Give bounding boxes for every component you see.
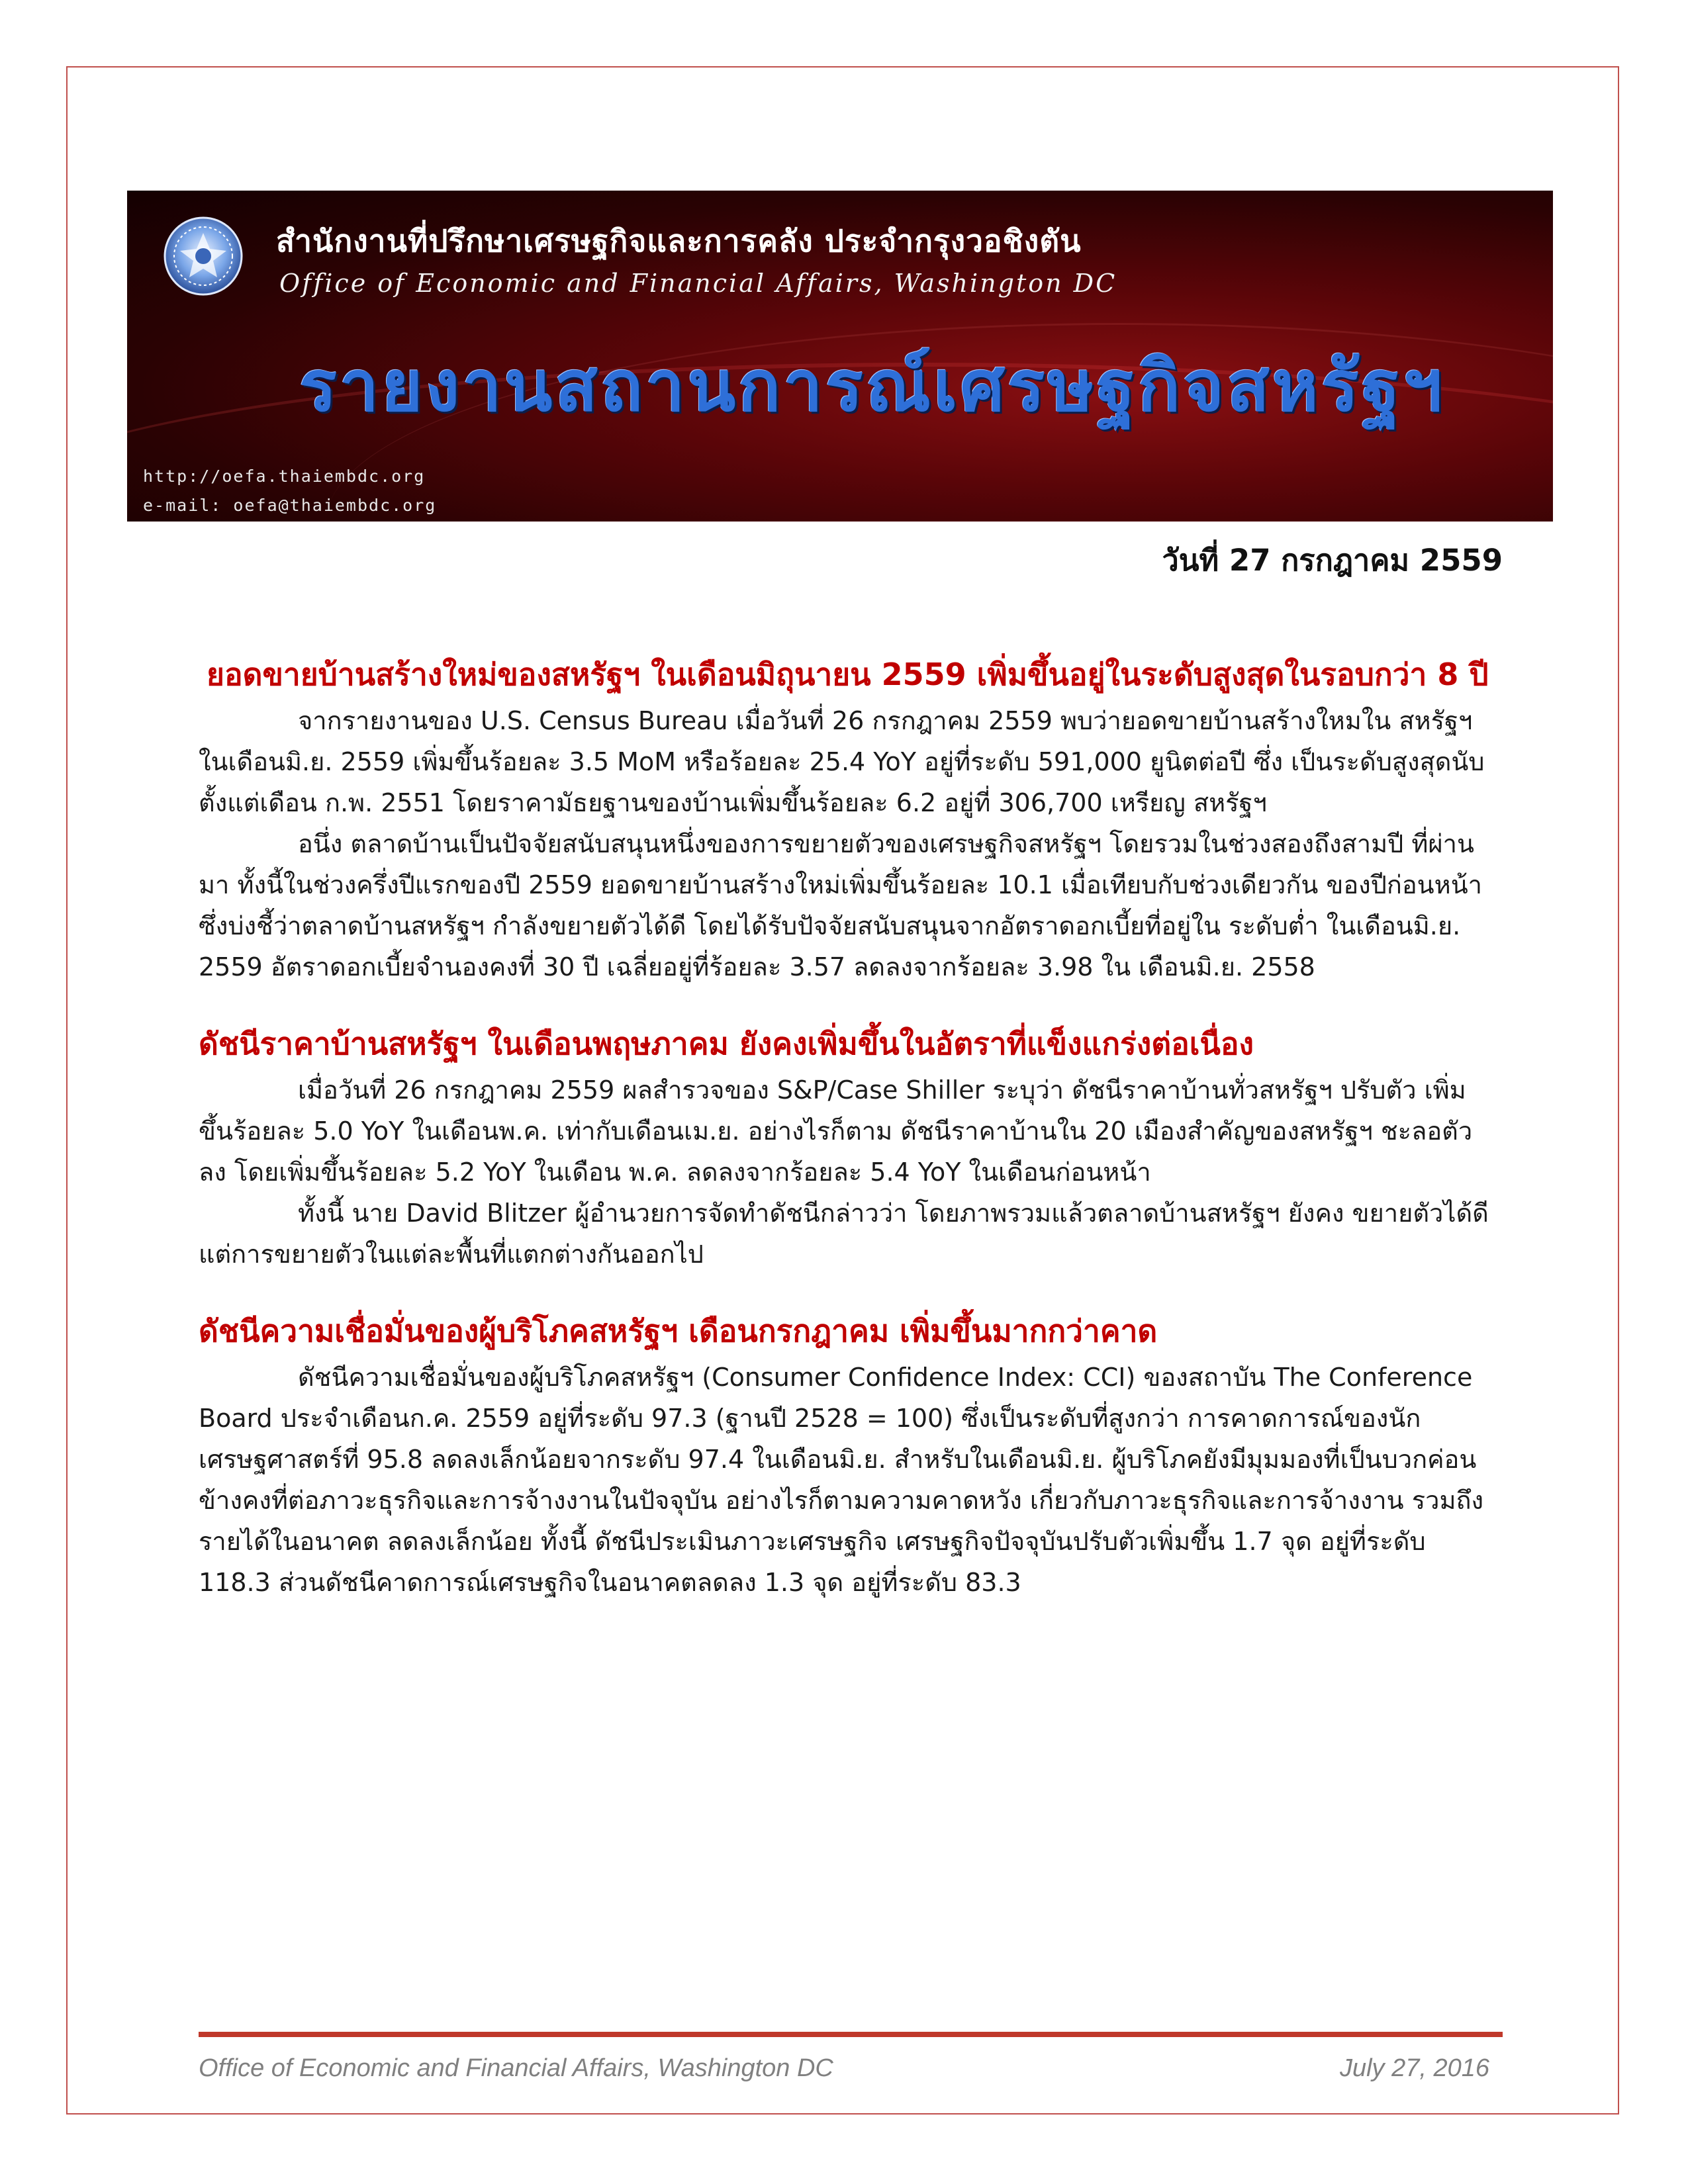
report-title: รายงานสถานการณ์เศรษฐกิจสหรัฐฯ [299,345,1445,427]
paragraph: ดัชนีความเชื่อมั่นของผู้บริโภคสหรัฐฯ (Consumer Confidence Index: CCI) ของสถาบัน The Conference Board ประจำเดือนก.ค. 2559 อยู่ที่ระดับ 97.3 (ฐานปี 2528 = 100) ซึ่งเป็นระดับที่สูงกว่า การคาดการณ์ของนักเศรษฐศาสตร์ที่ 95.8 ลดลงเล็กน้อยจากระดับ 97.4 ในเดือนมิ.ย. สำหรับในเดือนมิ.ย. ผู้บริโภคยังมีมุมมองที่เป็นบวกค่อนข้างคงที่ต่อภาวะธุรกิจและการจ้างงานในปัจจุบัน อย่างไรก็ตามความคาดหวัง เกี่ยวกับภาวะธุรกิจและการจ้างงาน รวมถึงรายได้ในอนาคต ลดลงเล็กน้อย ทั้งนี้ ดัชนีประเมินภาวะเศรษฐกิจ เศรษฐกิจปัจจุบันปรับตัวเพิ่มขึ้น 1.7 จุด อยู่ที่ระดับ 118.3 ส่วนดัชนีคาดการณ์เศรษฐกิจในอนาคตลดลง 1.3 จุด อยู่ที่ระดับ 83.3 [199,1363,1484,1597]
email-address[interactable]: e-mail: oefa@thaiembdc.org [143,496,437,515]
contact-info [143,462,436,520]
section-heading: ดัชนีความเชื่อมั่นของผู้บริโภคสหรัฐฯ เดือนกรกฎาคม เพิ่มขึ้นมากกว่าคาด [199,1313,1158,1349]
paragraph: จากรายงานของ U.S. Census Bureau เมื่อวันที่ 26 กรกฎาคม 2559 พบว่ายอดขายบ้านสร้างใหมใน สหรัฐฯ ในเดือนมิ.ย. 2559 เพิ่มขึ้นร้อยละ 3.5 MoM หรือร้อยละ 25.4 YoY อยู่ที่ระดับ 591,000 ยูนิตต่อปี ซึ่ง เป็นระดับสูงสุดนับตั้งแต่เดือน ก.พ. 2551 โดยราคามัธยฐานของบ้านเพิ่มขึ้นร้อยละ 6.2 อยู่ที่ 306,700 เหรียญ สหรัฐฯ [199,706,1485,817]
report-date: วันที่ 27 กรกฎาคม 2559 [1162,543,1503,578]
paragraph: ทั้งนี้ นาย David Blitzer ผู้อำนวยการจัดทำดัชนีกล่าวว่า โดยภาพรวมแล้วตลาดบ้านสหรัฐฯ ยังคง ขยายตัวได้ดี แต่การขยายตัวในแต่ละพื้นที่แตกต่างกันออกไป [199,1199,1489,1269]
garuda-seal-icon [162,214,245,298]
paragraph: อนึ่ง ตลาดบ้านเป็นปัจจัยสนับสนุนหนึ่งของการขยายตัวของเศรษฐกิจสหรัฐฯ โดยรวมในช่วงสองถึงสามปี ที่ผ่านมา ทั้งนี้ในช่วงครึ่งปีแรกของปี 2559 ยอดขายบ้านสร้างใหม่เพิ่มขึ้นร้อยละ 10.1 เมื่อเทียบกับช่วงเดียวกัน ของปีก่อนหน้า ซึ่งบ่งชี้ว่าตลาดบ้านสหรัฐฯ กำลังขยายตัวได้ดี โดยได้รับปัจจัยสนับสนุนจากอัตราดอกเบี้ยที่อยู่ใน ระดับต่ำ ในเดือนมิ.ย. 2559 อัตราดอกเบี้ยจำนองคงที่ 30 ปี เฉลี่ยอยู่ที่ร้อยละ 3.57 ลดลงจากร้อยละ 3.98 ใน เดือนมิ.ย. 2558 [199,829,1483,981]
footer-office: Office of Economic and Financial Affairs, Washington DC [199,2054,833,2082]
office-name-thai: สำนักงานที่ปรึกษาเศรษฐกิจและการคลัง ประจำกรุงวอชิงตัน [276,223,1082,259]
header-banner [127,191,1553,522]
section-heading: ดัชนีราคาบ้านสหรัฐฯ ในเดือนพฤษภาคม ยังคงเพิ่มขึ้นในอัตราที่แข็งแกร่งต่อเนื่อง [199,1026,1254,1062]
section-heading: ยอดขายบ้านสร้างใหม่ของสหรัฐฯ ในเดือนมิถุนายน 2559 เพิ่มขึ้นอยู่ในระดับสูงสุดในรอบกว่า 8 ปี [207,657,1489,692]
footer-divider [199,2032,1503,2037]
footer-date: July 27, 2016 [1339,2054,1489,2082]
website-url[interactable]: http://oefa.thaiembdc.org [143,467,426,486]
office-name-english: Office of Economic and Financial Affairs, Washington DC [279,269,1117,298]
paragraph: เมื่อวันที่ 26 กรกฎาคม 2559 ผลสำรวจของ S&P/Case Shiller ระบุว่า ดัชนีราคาบ้านทั่วสหรัฐฯ ปรับตัว เพิ่มขึ้นร้อยละ 5.0 YoY ในเดือนพ.ค. เท่ากับเดือนเม.ย. อย่างไรก็ตาม ดัชนีราคาบ้านใน 20 เมืองสำคัญของสหรัฐฯ ชะลอตัวลง โดยเพิ่มขึ้นร้อยละ 5.2 YoY ในเดือน พ.ค. ลดลงจากร้อยละ 5.4 YoY ในเดือนก่อนหน้า [199,1075,1473,1187]
article-body [199,649,1496,1603]
